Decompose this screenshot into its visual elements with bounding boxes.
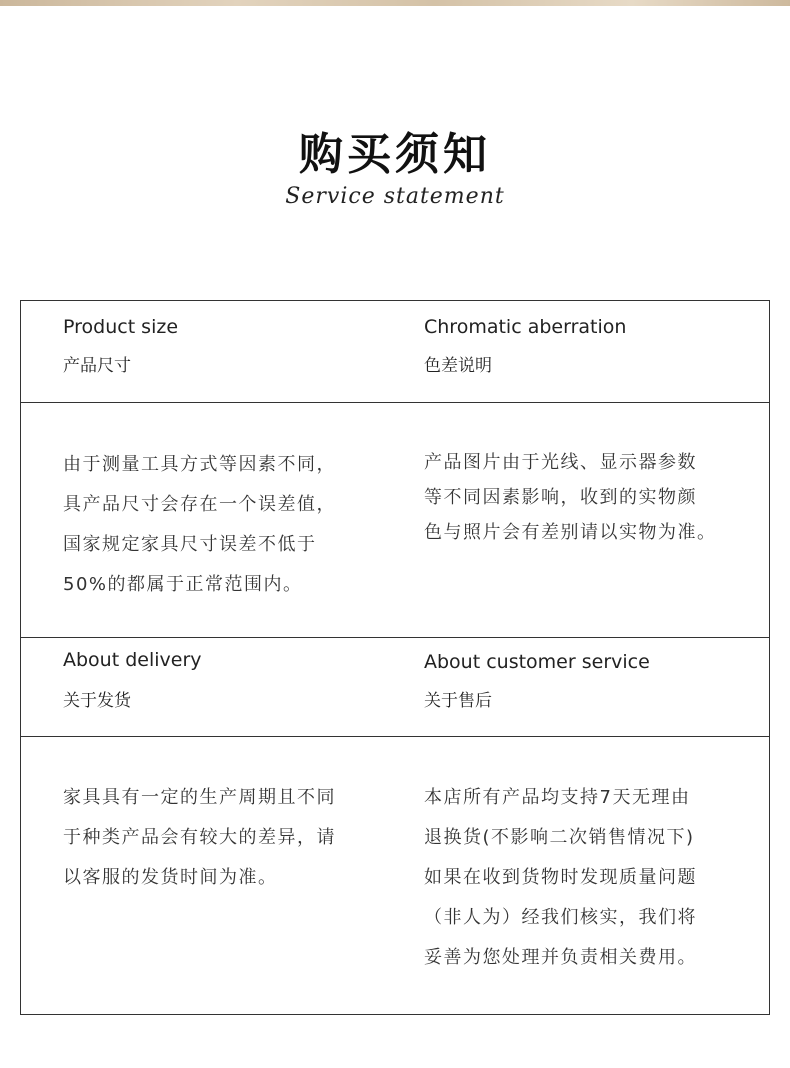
about-customer-service-heading-cn: 关于售后 [424, 691, 492, 711]
about-delivery-text-line: 以客服的发货时间为准。 [63, 867, 278, 888]
top-decorative-strip [0, 0, 790, 6]
about-customer-service-text-line: 如果在收到货物时发现质量问题 [424, 867, 697, 888]
product-size-text-line: 50%的都属于正常范围内。 [63, 574, 303, 595]
about-customer-service-text [424, 778, 754, 978]
chromatic-aberration-heading-cn: 色差说明 [424, 356, 492, 376]
chromatic-aberration-heading-en: Chromatic aberration [424, 316, 627, 338]
product-size-text [63, 445, 393, 605]
about-delivery-heading-en: About delivery [63, 649, 202, 671]
about-customer-service-text-line: （非人为）经我们核实，我们将 [424, 907, 697, 928]
product-size-text-line: 由于测量工具方式等因素不同， [63, 454, 336, 475]
table-divider [21, 736, 769, 737]
chromatic-aberration-text [424, 445, 754, 550]
page-title: 购买须知 [299, 129, 491, 180]
about-delivery-text-line: 家具具有一定的生产周期且不同 [63, 787, 336, 808]
product-size-text-line: 国家规定家具尺寸误差不低于 [63, 534, 317, 555]
about-customer-service-text-line: 本店所有产品均支持7天无理由 [424, 787, 691, 808]
about-delivery-text [63, 778, 393, 898]
table-divider [21, 402, 769, 403]
about-customer-service-text-line: 妥善为您处理并负责相关费用。 [424, 947, 697, 968]
chromatic-aberration-text-line: 色与照片会有差别请以实物为准。 [424, 522, 717, 543]
about-customer-service-text-line: 退换货(不影响二次销售情况下) [424, 827, 695, 848]
chromatic-aberration-text-line: 产品图片由于光线、显示器参数 [424, 452, 697, 473]
product-size-heading-cn: 产品尺寸 [63, 356, 131, 376]
product-size-heading-en: Product size [63, 316, 179, 338]
service-table [20, 300, 770, 1015]
page-subtitle: Service statement [285, 184, 505, 209]
table-divider [21, 637, 769, 638]
product-size-text-line: 具产品尺寸会存在一个误差值， [63, 494, 336, 515]
chromatic-aberration-text-line: 等不同因素影响，收到的实物颜 [424, 487, 697, 508]
about-delivery-text-line: 于种类产品会有较大的差异，请 [63, 827, 336, 848]
about-delivery-heading-cn: 关于发货 [63, 691, 131, 711]
about-customer-service-heading-en: About customer service [424, 651, 650, 673]
